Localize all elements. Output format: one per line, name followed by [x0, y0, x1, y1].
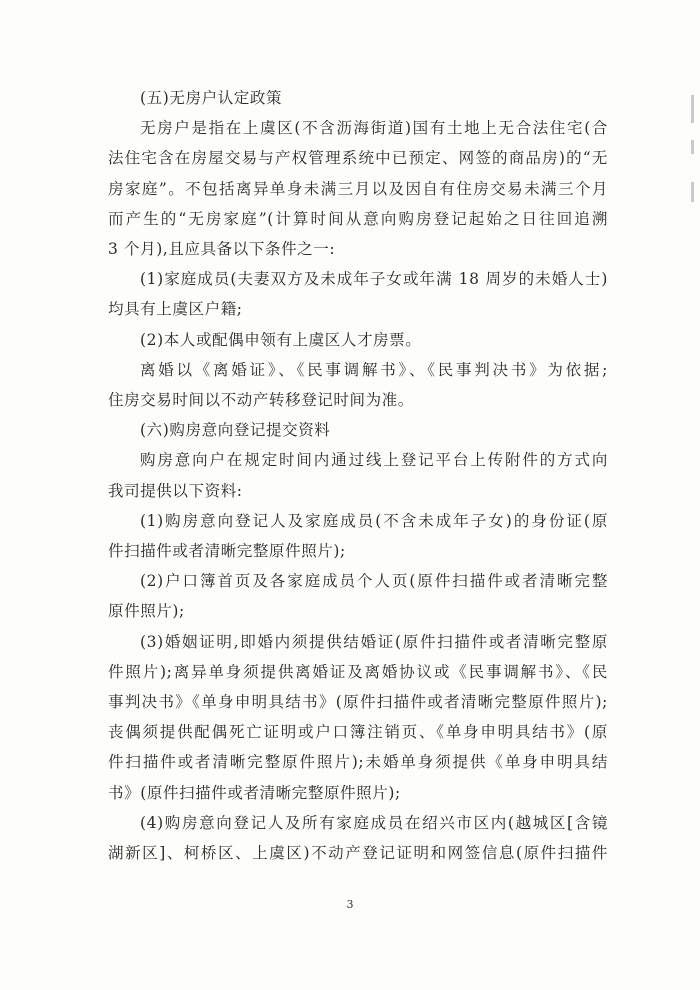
paragraph-line: 购房意向户在规定时间内通过线上登记平台上传附件的方式向 — [140, 451, 608, 470]
scan-edge-mark — [691, 182, 694, 202]
paragraph-line: 3 个月),且应具备以下条件之一: — [108, 240, 336, 258]
paragraph-line: 住房交易时间以不动产转移登记时间为准。 — [108, 391, 414, 409]
list-item-line: 丧偶须提供配偶死亡证明或户口簿注销页、《单身申明具结书》(原 — [108, 723, 608, 742]
paragraph-line: 离婚以《离婚证》、《民事调解书》、《民事判决书》为依据; — [140, 360, 608, 379]
list-item-line: (4)购房意向登记人及所有家庭成员在绍兴市区内(越城区[含镜 — [140, 813, 608, 832]
list-item-line: 均具有上虞区户籍; — [108, 300, 243, 319]
list-item-line: 件照片);离异单身须提供离婚证及离婚协议或《民事调解书》、《民 — [108, 662, 608, 681]
list-item-line: 件扫描件或者清晰完整原件照片); — [108, 542, 346, 560]
section-heading-5: (五)无房户认定政策 — [140, 89, 283, 107]
paragraph-line: 而产生的“无房家庭”(计算时间从意向购房登记起始之日往回追溯 — [108, 209, 608, 228]
list-item-line: 书》(原件扫描件或者清晰完整原件照片); — [108, 783, 401, 802]
paragraph-line: 我司提供以下资料: — [108, 481, 243, 500]
paragraph-line: 房家庭”。不包括离异单身未满三月以及因自有住房交易未满三个月 — [108, 179, 608, 198]
list-item-line: (3)婚姻证明,即婚内须提供结婚证(原件扫描件或者清晰完整原 — [140, 632, 608, 651]
paragraph-line: 法住宅含在房屋交易与产权管理系统中已预定、网签的商品房)的“无 — [108, 149, 608, 168]
list-item-line: (1)购房意向登记人及家庭成员(不含未成年子女)的身份证(原 — [140, 511, 608, 530]
list-item-line: (2)本人或配偶申领有上虞区人才房票。 — [140, 330, 422, 349]
list-item-line: 湖新区]、柯桥区、上虞区)不动产登记证明和网签信息(原件扫描件 — [108, 844, 608, 862]
scan-edge-mark — [691, 95, 694, 123]
list-item-line: 件扫描件或者清晰完整原件照片);未婚单身须提供《单身申明具结 — [108, 753, 608, 772]
scan-edge-mark — [691, 140, 694, 154]
list-item-line: (2)户口簿首页及各家庭成员个人页(原件扫描件或者清晰完整 — [140, 572, 608, 591]
list-item-line: (1)家庭成员(夫妻双方及未成年子女或年满 18 周岁的未婚人士) — [140, 270, 608, 289]
list-item-line: 原件照片); — [108, 602, 185, 621]
paragraph-line: 无房户是指在上虞区(不含沥海街道)国有土地上无合法住宅(合 — [140, 119, 608, 138]
section-heading-6: (六)购房意向登记提交资料 — [140, 421, 331, 440]
page-number: 3 — [346, 898, 354, 911]
list-item-line: 事判决书》《单身申明具结书》(原件扫描件或者清晰完整原件照片); — [108, 693, 608, 711]
